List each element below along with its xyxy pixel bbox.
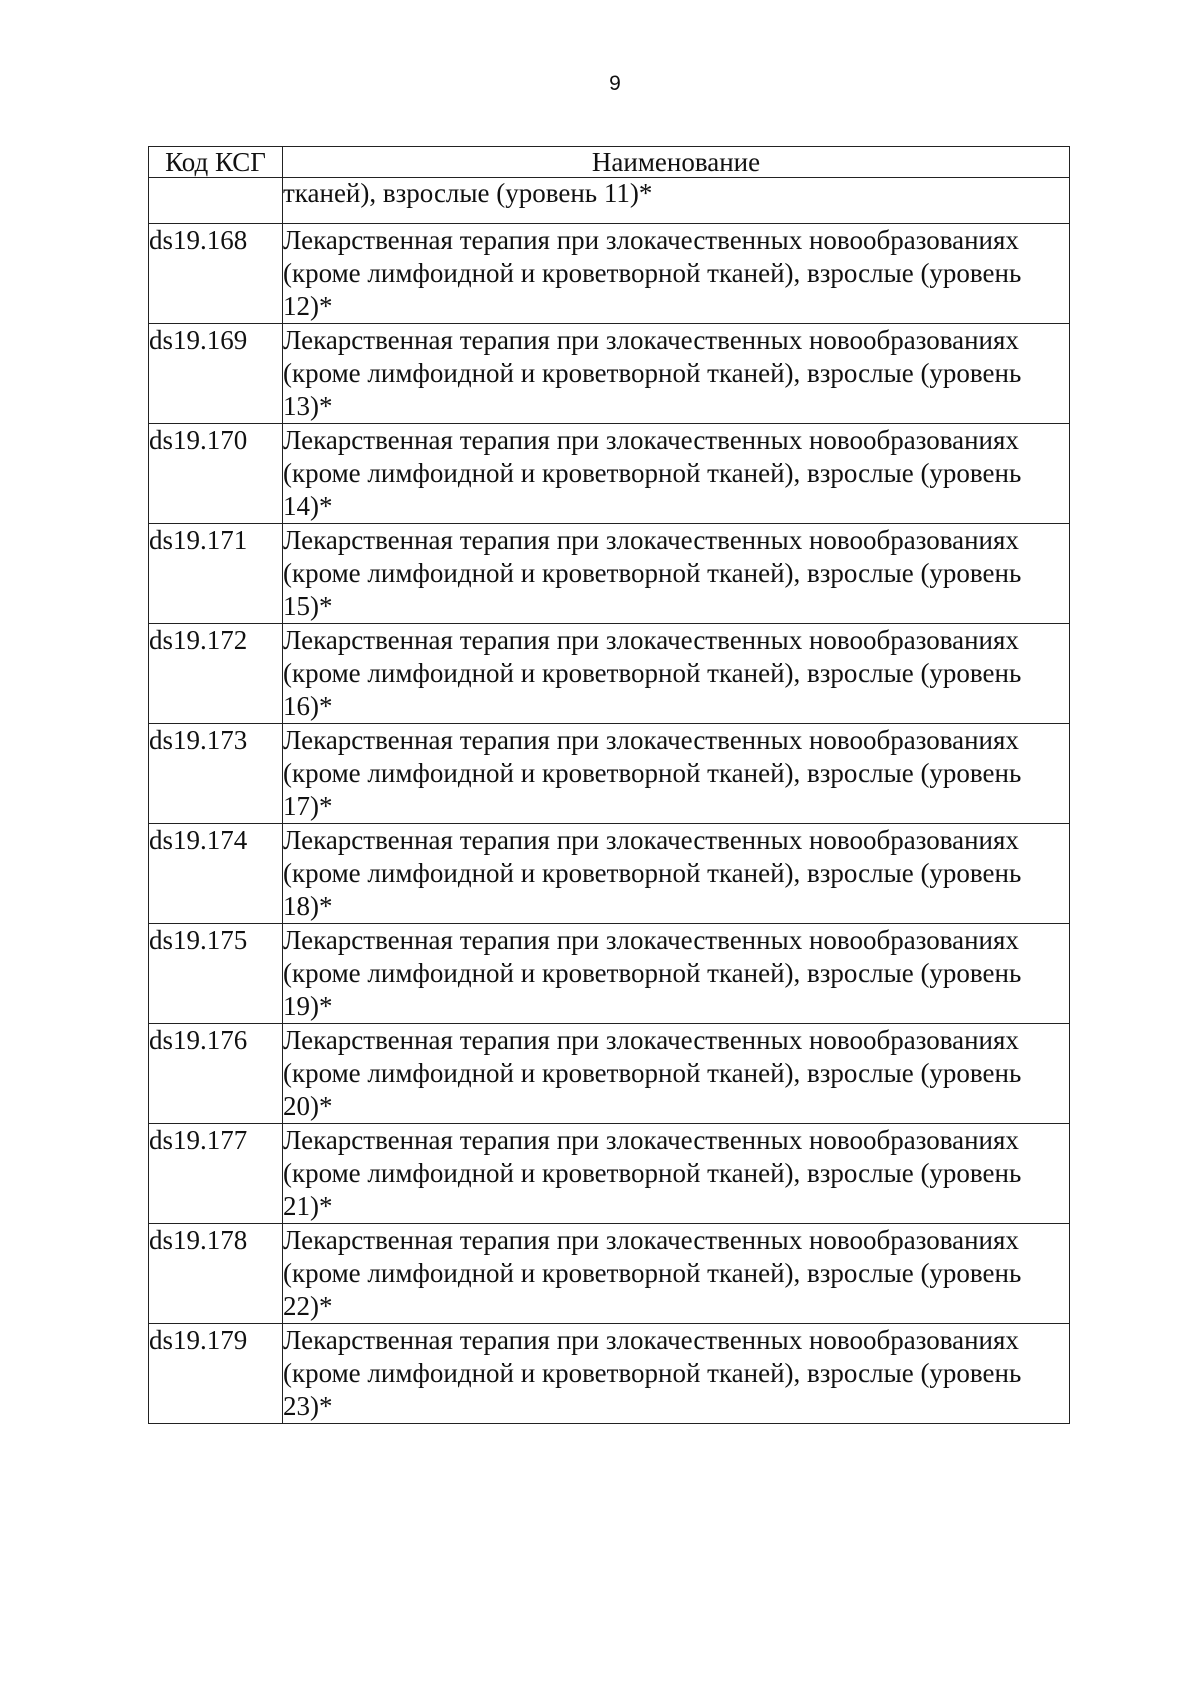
- code-cell: [149, 178, 283, 224]
- name-cell: Лекарственная терапия при злокачественных новообразованиях (кроме лимфоидной и кроветворной тканей), взрослые (уровень 20)*: [283, 1024, 1070, 1124]
- code-cell: ds19.176: [149, 1024, 283, 1124]
- name-cell: тканей), взрослые (уровень 11)*: [283, 178, 1070, 224]
- code-column-header: Код КСГ: [149, 147, 283, 178]
- name-cell: Лекарственная терапия при злокачественных новообразованиях (кроме лимфоидной и кроветворной тканей), взрослые (уровень 21)*: [283, 1124, 1070, 1224]
- code-cell: ds19.174: [149, 824, 283, 924]
- table-row: [149, 1024, 1070, 1124]
- code-cell: ds19.177: [149, 1124, 283, 1224]
- table-row: [149, 1324, 1070, 1424]
- table-row: [149, 324, 1070, 424]
- name-cell: Лекарственная терапия при злокачественных новообразованиях (кроме лимфоидной и кроветворной тканей), взрослые (уровень 19)*: [283, 924, 1070, 1024]
- table-row: [149, 1224, 1070, 1324]
- table-row-continuation: [149, 178, 1070, 224]
- table-row: [149, 524, 1070, 624]
- name-cell: Лекарственная терапия при злокачественных новообразованиях (кроме лимфоидной и кроветворной тканей), взрослые (уровень 12)*: [283, 224, 1070, 324]
- ksg-table: [148, 146, 1070, 1424]
- name-cell: Лекарственная терапия при злокачественных новообразованиях (кроме лимфоидной и кроветворной тканей), взрослые (уровень 18)*: [283, 824, 1070, 924]
- table-row: [149, 624, 1070, 724]
- name-column-header: Наименование: [283, 147, 1070, 178]
- table-row: [149, 924, 1070, 1024]
- code-cell: ds19.168: [149, 224, 283, 324]
- code-cell: ds19.172: [149, 624, 283, 724]
- name-cell: Лекарственная терапия при злокачественных новообразованиях (кроме лимфоидной и кроветворной тканей), взрослые (уровень 16)*: [283, 624, 1070, 724]
- name-cell: Лекарственная терапия при злокачественных новообразованиях (кроме лимфоидной и кроветворной тканей), взрослые (уровень 13)*: [283, 324, 1070, 424]
- code-cell: ds19.173: [149, 724, 283, 824]
- name-cell: Лекарственная терапия при злокачественных новообразованиях (кроме лимфоидной и кроветворной тканей), взрослые (уровень 23)*: [283, 1324, 1070, 1424]
- table-header-row: [149, 147, 1070, 178]
- code-cell: ds19.175: [149, 924, 283, 1024]
- table-row: [149, 824, 1070, 924]
- table-row: [149, 424, 1070, 524]
- code-cell: ds19.170: [149, 424, 283, 524]
- table-row: [149, 224, 1070, 324]
- name-cell: Лекарственная терапия при злокачественных новообразованиях (кроме лимфоидной и кроветворной тканей), взрослые (уровень 22)*: [283, 1224, 1070, 1324]
- name-cell: Лекарственная терапия при злокачественных новообразованиях (кроме лимфоидной и кроветворной тканей), взрослые (уровень 14)*: [283, 424, 1070, 524]
- table-row: [149, 724, 1070, 824]
- page-number: 9: [609, 72, 621, 95]
- code-cell: ds19.169: [149, 324, 283, 424]
- name-cell: Лекарственная терапия при злокачественных новообразованиях (кроме лимфоидной и кроветворной тканей), взрослые (уровень 15)*: [283, 524, 1070, 624]
- name-cell: Лекарственная терапия при злокачественных новообразованиях (кроме лимфоидной и кроветворной тканей), взрослые (уровень 17)*: [283, 724, 1070, 824]
- code-cell: ds19.179: [149, 1324, 283, 1424]
- code-cell: ds19.178: [149, 1224, 283, 1324]
- table-row: [149, 1124, 1070, 1224]
- code-cell: ds19.171: [149, 524, 283, 624]
